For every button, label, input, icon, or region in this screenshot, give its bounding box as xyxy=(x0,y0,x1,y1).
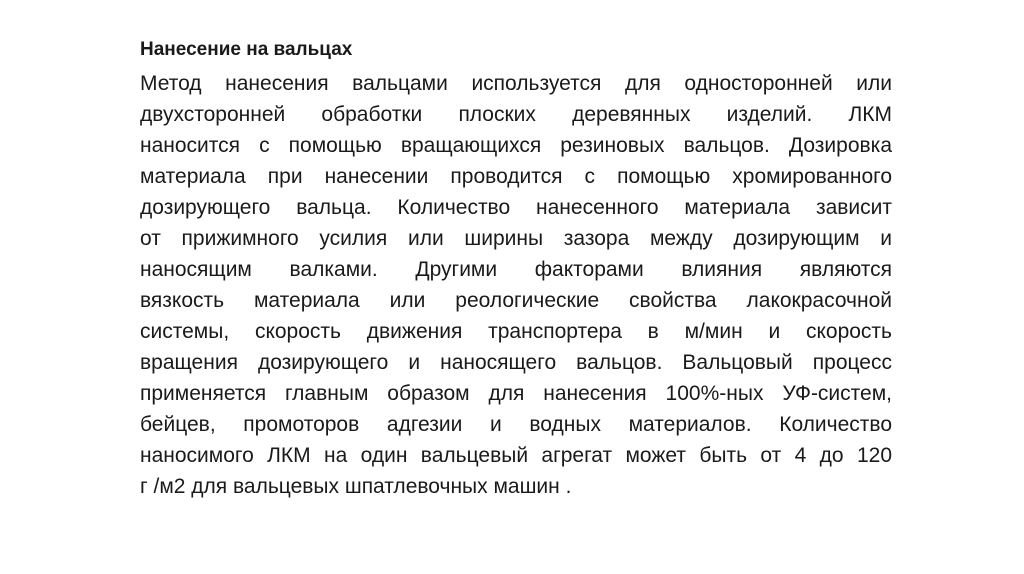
paragraph-line: дозирующего вальца. Количество нанесенного материала зависит xyxy=(140,196,892,219)
slide-heading: Нанесение на вальцах xyxy=(140,39,353,60)
body-paragraph xyxy=(140,68,892,502)
paragraph-line: применяется главным образом для нанесения 100%-ных УФ-систем, xyxy=(140,382,892,405)
paragraph-line: бейцев, промоторов адгезии и водных материалов. Количество xyxy=(140,413,892,436)
paragraph-line: вязкость материала или реологические свойства лакокрасочной xyxy=(140,289,892,312)
paragraph-line: наносящим валками. Другими факторами влияния являются xyxy=(140,258,892,281)
paragraph-line: наносится с помощью вращающихся резиновых вальцов. Дозировка xyxy=(140,134,892,157)
paragraph-line: г /м2 для вальцевых шпатлевочных машин . xyxy=(140,475,572,498)
paragraph-line: системы, скорость движения транспортера в м/мин и скорость xyxy=(140,320,892,343)
paragraph-line: вращения дозирующего и наносящего вальцов. Вальцовый процесс xyxy=(140,351,892,374)
paragraph-line: наносимого ЛКМ на один вальцевый агрегат может быть от 4 до 120 xyxy=(140,444,892,467)
paragraph-line: Метод нанесения вальцами используется для односторонней или xyxy=(140,72,892,95)
paragraph-line: материала при нанесении проводится с помощью хромированного xyxy=(140,165,892,188)
paragraph-line: от прижимного усилия или ширины зазора между дозирующим и xyxy=(140,227,892,250)
paragraph-line: двухсторонней обработки плоских деревянных изделий. ЛКМ xyxy=(140,103,892,126)
